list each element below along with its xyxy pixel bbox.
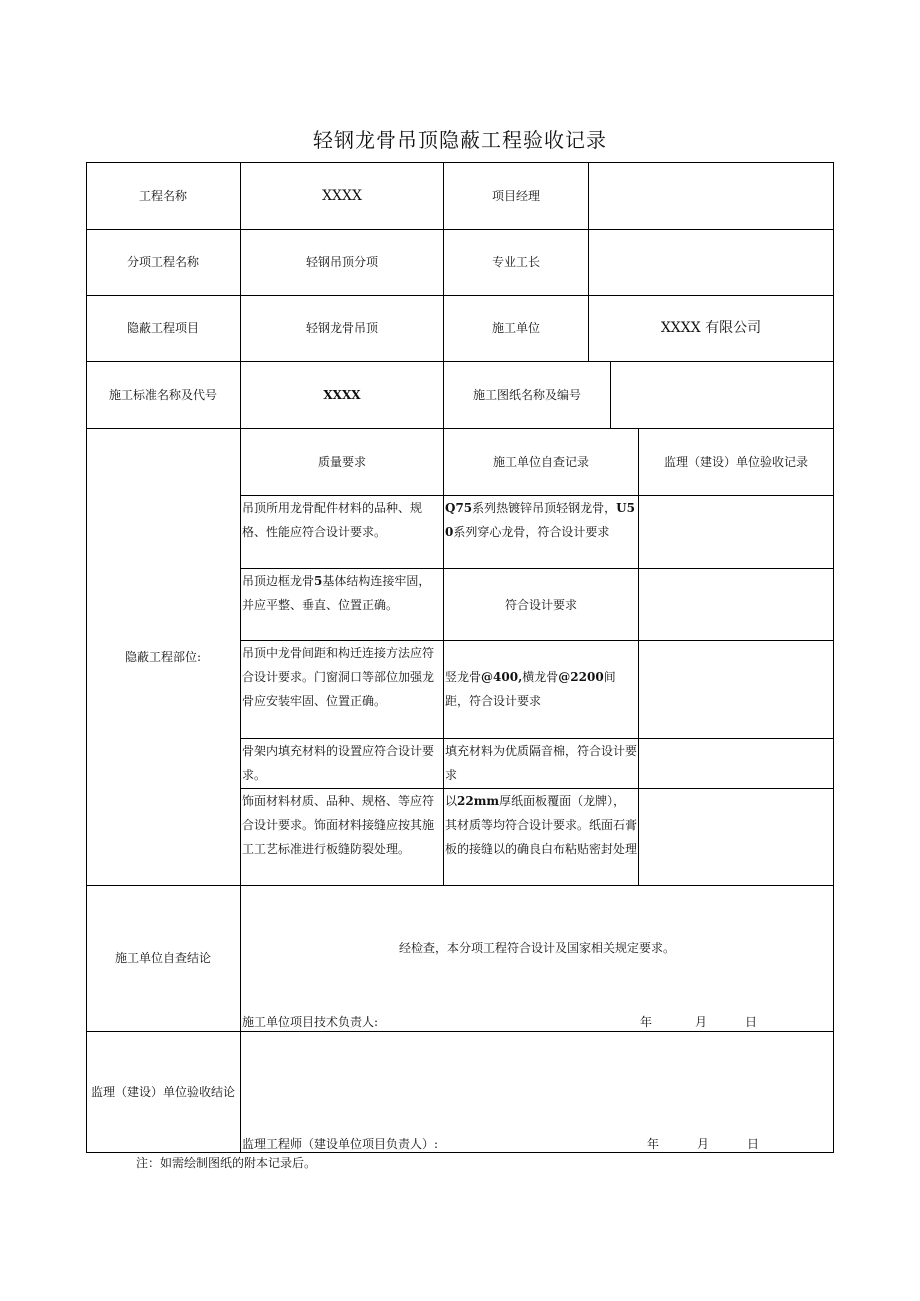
requirement-text: 吊顶所用龙骨配件材料的品种、规格、性能应符合设计要求。 xyxy=(242,501,423,539)
standard-value: XXXX xyxy=(323,387,361,402)
record-text: 竖龙骨 xyxy=(445,670,482,684)
col-divider xyxy=(638,428,639,885)
hidden-item-label: 隐蔽工程项目 xyxy=(126,321,199,335)
table-border-right xyxy=(833,162,834,1153)
record-text: 厚纸面板覆面（龙牌），其材质等均符合设计要求。纸面石膏板的接缝以的确良白布粘贴密封处理 xyxy=(445,794,638,856)
requirement-text: 吊顶中龙骨间距和构迁连接方法应符合设计要求。门窗洞口等部位加强龙骨应安装牢固、位置正确。 xyxy=(242,646,435,708)
record-text: 以 xyxy=(445,794,458,808)
requirement-text xyxy=(241,569,443,640)
spacing-value: @2200 xyxy=(558,670,604,684)
supervision-month: 月 xyxy=(697,1137,710,1151)
sub-project-value: 轻钢吊顶分项 xyxy=(305,255,378,269)
self-check-label: 施工单位自查结论 xyxy=(114,951,211,965)
foreman-value xyxy=(589,229,833,295)
thickness-value: 22mm xyxy=(457,794,500,808)
footnote: 注：如需绘制图纸的附本记录后。 xyxy=(136,1156,317,1170)
hidden-section-label: 隐蔽工程部位: xyxy=(124,649,202,664)
record-text: 横龙骨 xyxy=(522,670,559,684)
self-check-record xyxy=(444,496,638,568)
hidden-item-value: 轻钢龙骨吊顶 xyxy=(305,321,378,335)
self-check-record: 符合设计要求 xyxy=(504,597,577,612)
self-check-record xyxy=(444,789,638,885)
supervision-day: 日 xyxy=(747,1137,760,1151)
manager-value xyxy=(589,162,833,229)
page-title: 轻钢龙骨吊顶隐蔽工程验收记录 xyxy=(313,128,607,152)
requirement-text: 骨架内填充材料的设置应符合设计要求。 xyxy=(242,744,435,782)
foreman-label: 专业工长 xyxy=(491,255,540,269)
drawing-value xyxy=(611,361,833,428)
standard-label: 施工标准名称及代号 xyxy=(108,387,217,402)
self-check-year: 年 xyxy=(640,1015,653,1029)
drawing-label: 施工图纸名称及编号 xyxy=(472,387,581,402)
grade-code: Q75 xyxy=(445,501,473,515)
record-text: 系列热镀锌吊顶轻钢龙骨， xyxy=(472,501,617,515)
col-self-check-header: 施工单位自查记录 xyxy=(492,454,589,469)
requirement-text: 饰面材料材质、品种、规格、等应符合设计要求。饰面材料接缝应按其施工工艺标准进行板缝防裂处理。 xyxy=(242,794,435,856)
record-text: 系列穿心龙骨，符合设计要求 xyxy=(453,525,610,539)
record-text: 间距，符合设计要求 xyxy=(445,670,616,708)
contractor-label: 施工单位 xyxy=(491,321,540,335)
contractor-value: XXXX 有限公司 xyxy=(660,320,762,336)
self-check-month: 月 xyxy=(695,1015,708,1029)
self-check-record xyxy=(444,665,638,738)
project-name-label: 工程名称 xyxy=(138,188,187,203)
table-border-bottom xyxy=(86,1152,834,1153)
col-quality-header: 质量要求 xyxy=(317,454,366,469)
sub-project-label: 分项工程名称 xyxy=(126,255,199,269)
supervision-year: 年 xyxy=(647,1137,660,1151)
requirement-part: 基体结构连接牢固，并应平整、垂直、位置正确。 xyxy=(242,574,431,612)
self-check-conclusion: 经检查，本分项工程符合设计及国家相关规定要求。 xyxy=(398,941,675,955)
self-check-signer: 施工单位项目技术负责人: xyxy=(242,1015,379,1029)
supervision-signer: 监理工程师（建设单位项目负责人）: xyxy=(242,1137,439,1151)
project-name-value: XXXX xyxy=(322,187,362,204)
acceptance-form xyxy=(86,162,834,1153)
self-check-day: 日 xyxy=(745,1015,758,1029)
grade-code: U50 xyxy=(445,501,635,539)
spacing-value: @400, xyxy=(481,670,523,684)
manager-label: 项目经理 xyxy=(491,188,540,203)
self-check-record: 填充材料为优质隔音棉，符合设计要求 xyxy=(445,744,638,782)
col-supervision-header: 监理（建设）单位验收记录 xyxy=(663,454,808,469)
requirement-number: 5 xyxy=(314,574,323,588)
requirement-part: 吊顶边框龙骨 xyxy=(242,574,315,588)
supervision-label: 监理（建设）单位验收结论 xyxy=(90,1084,235,1099)
